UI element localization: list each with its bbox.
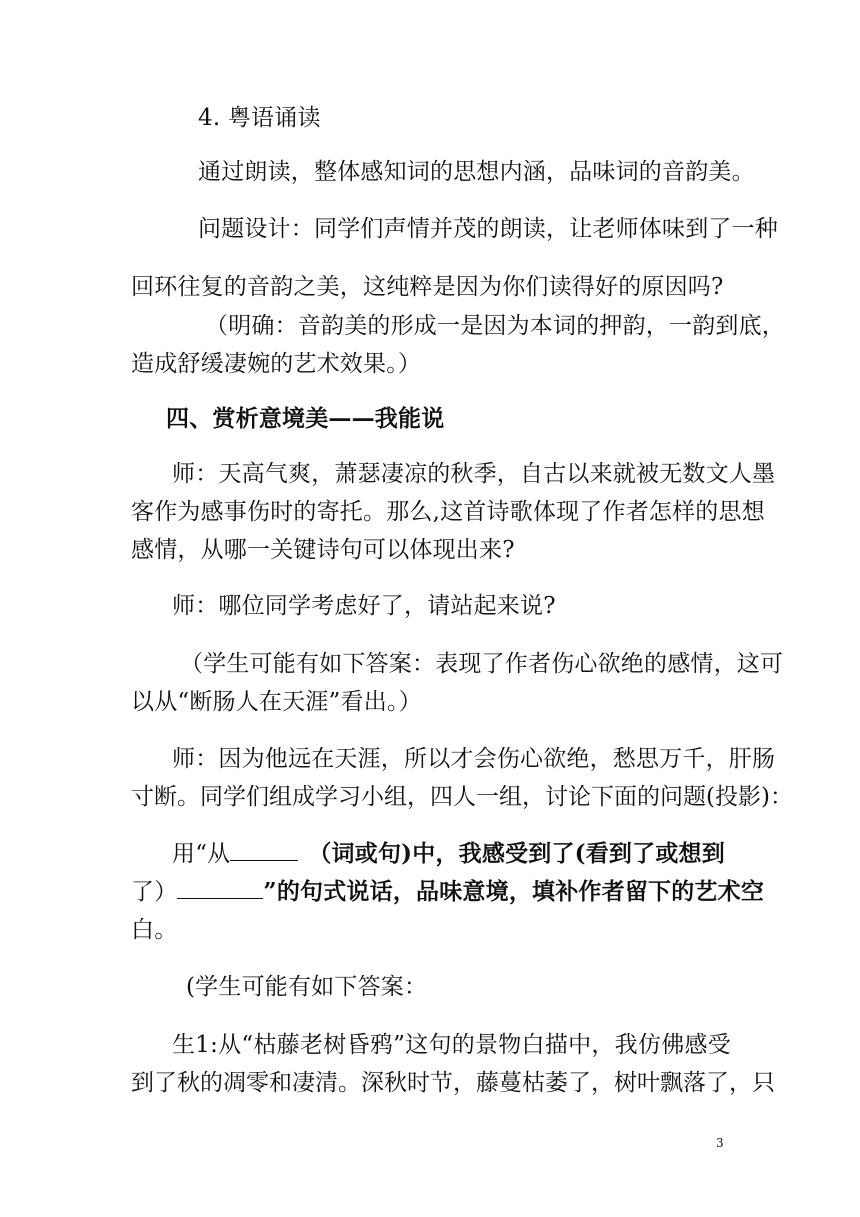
page-number: 3 bbox=[716, 1136, 724, 1150]
paragraph-line: 以从“断肠人在天涯”看出。） bbox=[131, 689, 422, 715]
paragraph-line: 造成舒缓凄婉的艺术效果。） bbox=[131, 351, 422, 377]
fill-blank-prompt-line bbox=[172, 838, 725, 869]
paragraph-line: (学生可能有如下答案： bbox=[186, 974, 428, 1000]
paragraph-line: 师：哪位同学考虑好了，请站起来说? bbox=[172, 593, 556, 619]
paragraph-line: 寸断。同学们组成学习小组，四人一组，讨论下面的问题(投影)： bbox=[131, 784, 793, 810]
paragraph-line: （学生可能有如下答案：表现了作者伤心欲绝的感情，这可 bbox=[180, 651, 784, 677]
prompt-text-bold: ”的句式说话，品味意境，填补作者留下的艺术空 bbox=[263, 878, 765, 905]
prompt-text-bold: （词或句)中，我感受到了(看到了或想到 bbox=[308, 840, 725, 867]
paragraph-line: 白。 bbox=[131, 917, 178, 943]
blank-line bbox=[177, 876, 263, 899]
paragraph-line: （明确：音韵美的形成一是因为本词的押韵，一韵到底， bbox=[205, 313, 785, 339]
fill-blank-prompt-line bbox=[131, 876, 764, 907]
prompt-text: 用“从 bbox=[172, 841, 231, 867]
paragraph-line: 感情，从哪一关键诗句可以体现出来? bbox=[131, 537, 515, 563]
section-heading-cantonese-reading: 4. 粤语诵读 bbox=[198, 105, 321, 131]
paragraph-line: 到了秋的凋零和凄清。深秋时节，藤蔓枯萎了，树叶飘落了，只 bbox=[131, 1070, 775, 1096]
paragraph-line: 客作为感事伤时的寄托。那么,这首诗歌体现了作者怎样的思想 bbox=[131, 499, 765, 525]
paragraph-line: 生1:从“枯藤老树昏鸦”这句的景物白描中，我仿佛感受 bbox=[172, 1032, 731, 1058]
paragraph-line: 师：天高气爽，萧瑟凄凉的秋季，自古以来就被无数文人墨 bbox=[172, 461, 776, 487]
paragraph-line: 回环往复的音韵之美，这纯粹是因为你们读得好的原因吗? bbox=[131, 274, 724, 300]
section-heading-artistic-conception: 四、赏析意境美——我能说 bbox=[166, 405, 445, 432]
prompt-text: 了） bbox=[131, 879, 178, 905]
blank-line bbox=[230, 838, 298, 861]
paragraph-line: 师：因为他远在天涯，所以才会伤心欲绝，愁思万千，肝肠 bbox=[172, 746, 776, 772]
paragraph-line: 问题设计：同学们声情并茂的朗读，让老师体味到了一种 bbox=[198, 216, 778, 242]
paragraph-line: 通过朗读，整体感知词的思想内涵，品味词的音韵美。 bbox=[198, 159, 755, 185]
